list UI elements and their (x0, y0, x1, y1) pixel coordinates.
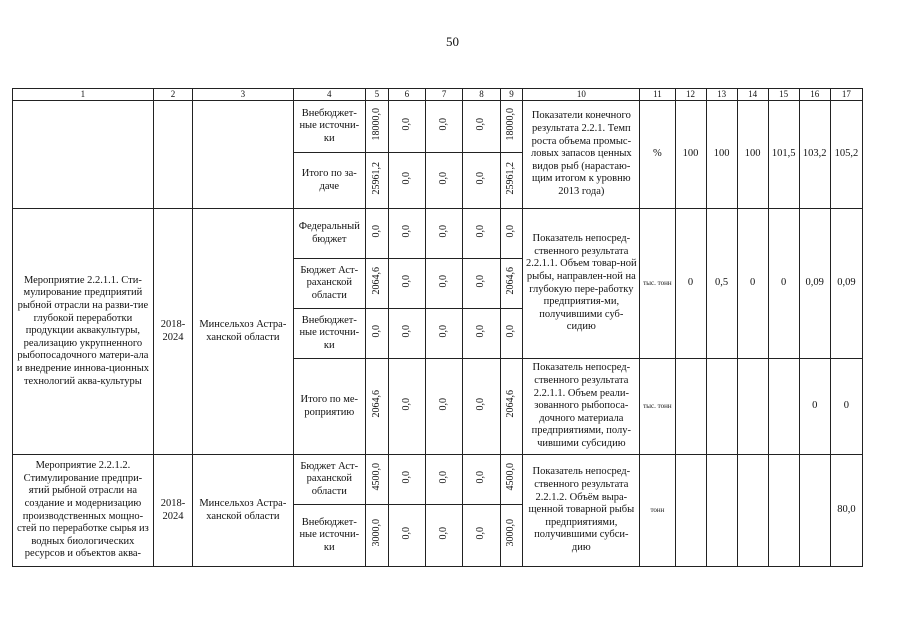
indicator-value (675, 359, 706, 455)
header-cell: 17 (830, 89, 862, 101)
indicator-value (737, 359, 768, 455)
amount-cell: 25961,2 (370, 161, 382, 195)
indicator-value (675, 455, 706, 567)
amount-cell: 0,0 (505, 324, 517, 338)
header-cell: 8 (463, 89, 500, 101)
table-row (13, 209, 863, 259)
header-row (13, 89, 863, 101)
executor-cell: Минсельхоз Астра-ханской области (193, 209, 293, 455)
header-cell: 10 (523, 89, 640, 101)
amount-cell: 0,0 (475, 324, 487, 338)
empty-cell (153, 101, 192, 209)
funding-source: Федеральный бюджет (293, 209, 365, 259)
amount-cell: 0,0 (400, 274, 412, 288)
indicator-value (799, 455, 830, 567)
empty-cell (13, 101, 154, 209)
indicator-unit: тонн (650, 506, 665, 515)
indicator-unit: % (640, 101, 675, 209)
indicator-value: 0,09 (830, 209, 862, 359)
indicator-value: 0 (675, 209, 706, 359)
measure-name: Мероприятие 2.2.1.1. Сти-мулирование предприятий рыбной отрасли на разви-тие глубокой переработки продукции аквакультуры, реализацию укрупненного рыбопосадочного матери-ала и внедрение иннова-ционных технологий аква-культуры (13, 209, 154, 455)
amount-cell: 0,0 (475, 470, 487, 484)
indicator-value: 0 (830, 359, 862, 455)
indicator-text: Показатель непосред-ственного результата 2.2.1.1. Объем товар-ной рыбы, направлен-ной на глубокую пере-работку предприятия-ми, получившими суб-сидию (523, 209, 640, 359)
header-cell: 13 (706, 89, 737, 101)
page-number: 50 (446, 34, 459, 49)
header-cell: 4 (293, 89, 365, 101)
years-cell: 2018-2024 (153, 209, 192, 455)
funding-source: Внебюджет-ные источни-ки (293, 101, 365, 153)
header-cell: 3 (193, 89, 293, 101)
amount-cell: 0,0 (438, 274, 450, 288)
amount-cell: 0,0 (400, 117, 412, 131)
header-cell: 15 (768, 89, 799, 101)
header-cell: 9 (500, 89, 523, 101)
measure-name: Мероприятие 2.2.1.2. Стимулирование предпри-ятий рыбной отрасли на создание и модернизацию производственных мощно-стей по переработке сырья из водных биологических ресурсов и объектов аква- (13, 455, 154, 567)
indicator-value: 103,2 (799, 101, 830, 209)
amount-cell: 0,0 (400, 397, 412, 411)
header-cell: 2 (153, 89, 192, 101)
amount-cell: 0,0 (475, 397, 487, 411)
amount-cell: 0,0 (400, 526, 412, 540)
years-cell: 2018-2024 (153, 455, 192, 567)
amount-cell: 0,0 (475, 117, 487, 131)
amount-cell: 2064,6 (505, 390, 517, 418)
indicator-value: 0 (768, 209, 799, 359)
indicator-value: 0,5 (706, 209, 737, 359)
executor-cell: Минсельхоз Астра-ханской области (193, 455, 293, 567)
indicator-value: 101,5 (768, 101, 799, 209)
indicator-value: 100 (737, 101, 768, 209)
header-cell: 6 (388, 89, 425, 101)
indicator-text: Показатели конечного результата 2.2.1. Темп роста объема промыс-ловых запасов ценных видов рыб (нарастаю-щим итогом к уровню 2013 года) (523, 101, 640, 209)
indicator-value: 100 (675, 101, 706, 209)
indicator-value (768, 455, 799, 567)
amount-cell: 0,0 (438, 397, 450, 411)
indicator-value (706, 359, 737, 455)
amount-cell: 0,0 (505, 224, 517, 238)
funding-source: Итого по за-даче (293, 153, 365, 209)
funding-source: Бюджет Аст-раханской области (293, 455, 365, 505)
header-cell: 12 (675, 89, 706, 101)
funding-source: Итого по ме-роприятию (293, 359, 365, 455)
header-cell: 11 (640, 89, 675, 101)
amount-cell: 0,0 (438, 470, 450, 484)
indicator-text: Показатель непосред-ственного результата 2.2.1.2. Объём выра-щенной товарной рыбы предприятиями, получившими субси-дию (523, 455, 640, 567)
amount-cell: 2064,6 (370, 267, 382, 295)
amount-cell: 0,0 (438, 117, 450, 131)
amount-cell: 4500,0 (505, 463, 517, 491)
table-row (13, 101, 863, 153)
indicator-value: 105,2 (830, 101, 862, 209)
table-row (13, 455, 863, 505)
amount-cell: 0,0 (438, 224, 450, 238)
funding-source: Внебюджет-ные источни-ки (293, 505, 365, 567)
amount-cell: 0,0 (400, 324, 412, 338)
amount-cell: 0,0 (370, 224, 382, 238)
amount-cell: 0,0 (475, 526, 487, 540)
amount-cell: 0,0 (370, 324, 382, 338)
funding-source: Внебюджет-ные источни-ки (293, 309, 365, 359)
indicator-unit: тыс. тонн (643, 402, 672, 411)
header-cell: 5 (366, 89, 389, 101)
amount-cell: 0,0 (438, 324, 450, 338)
amount-cell: 18000,0 (370, 107, 382, 141)
amount-cell: 0,0 (400, 171, 412, 185)
indicator-value (706, 455, 737, 567)
amount-cell: 0,0 (400, 470, 412, 484)
indicator-unit: тыс. тонн (643, 279, 672, 288)
indicator-value (737, 455, 768, 567)
header-cell: 14 (737, 89, 768, 101)
header-cell: 1 (13, 89, 154, 101)
amount-cell: 3000,0 (370, 519, 382, 547)
indicator-value: 0 (737, 209, 768, 359)
empty-cell (193, 101, 293, 209)
amount-cell: 0,0 (438, 171, 450, 185)
amount-cell: 2064,6 (370, 390, 382, 418)
amount-cell: 2064,6 (505, 267, 517, 295)
amount-cell: 0,0 (400, 224, 412, 238)
amount-cell: 0,0 (475, 171, 487, 185)
indicator-value: 80,0 (830, 455, 862, 567)
amount-cell: 25961,2 (505, 161, 517, 195)
amount-cell: 0,0 (475, 274, 487, 288)
amount-cell: 3000,0 (505, 519, 517, 547)
funding-source: Бюджет Аст-раханской области (293, 259, 365, 309)
amount-cell: 4500,0 (370, 463, 382, 491)
indicator-value: 100 (706, 101, 737, 209)
amount-cell: 0,0 (475, 224, 487, 238)
header-cell: 16 (799, 89, 830, 101)
indicator-value: 0,09 (799, 209, 830, 359)
indicator-value: 0 (799, 359, 830, 455)
indicator-text: Показатель непосред-ственного результата 2.2.1.1. Объем реали-зованного рыбопоса-дочного материала предприятиями, полу-чившими субсидию (523, 359, 640, 455)
amount-cell: 0,0 (438, 526, 450, 540)
header-cell: 7 (426, 89, 463, 101)
program-table (12, 88, 863, 567)
amount-cell: 18000,0 (505, 107, 517, 141)
indicator-value (768, 359, 799, 455)
